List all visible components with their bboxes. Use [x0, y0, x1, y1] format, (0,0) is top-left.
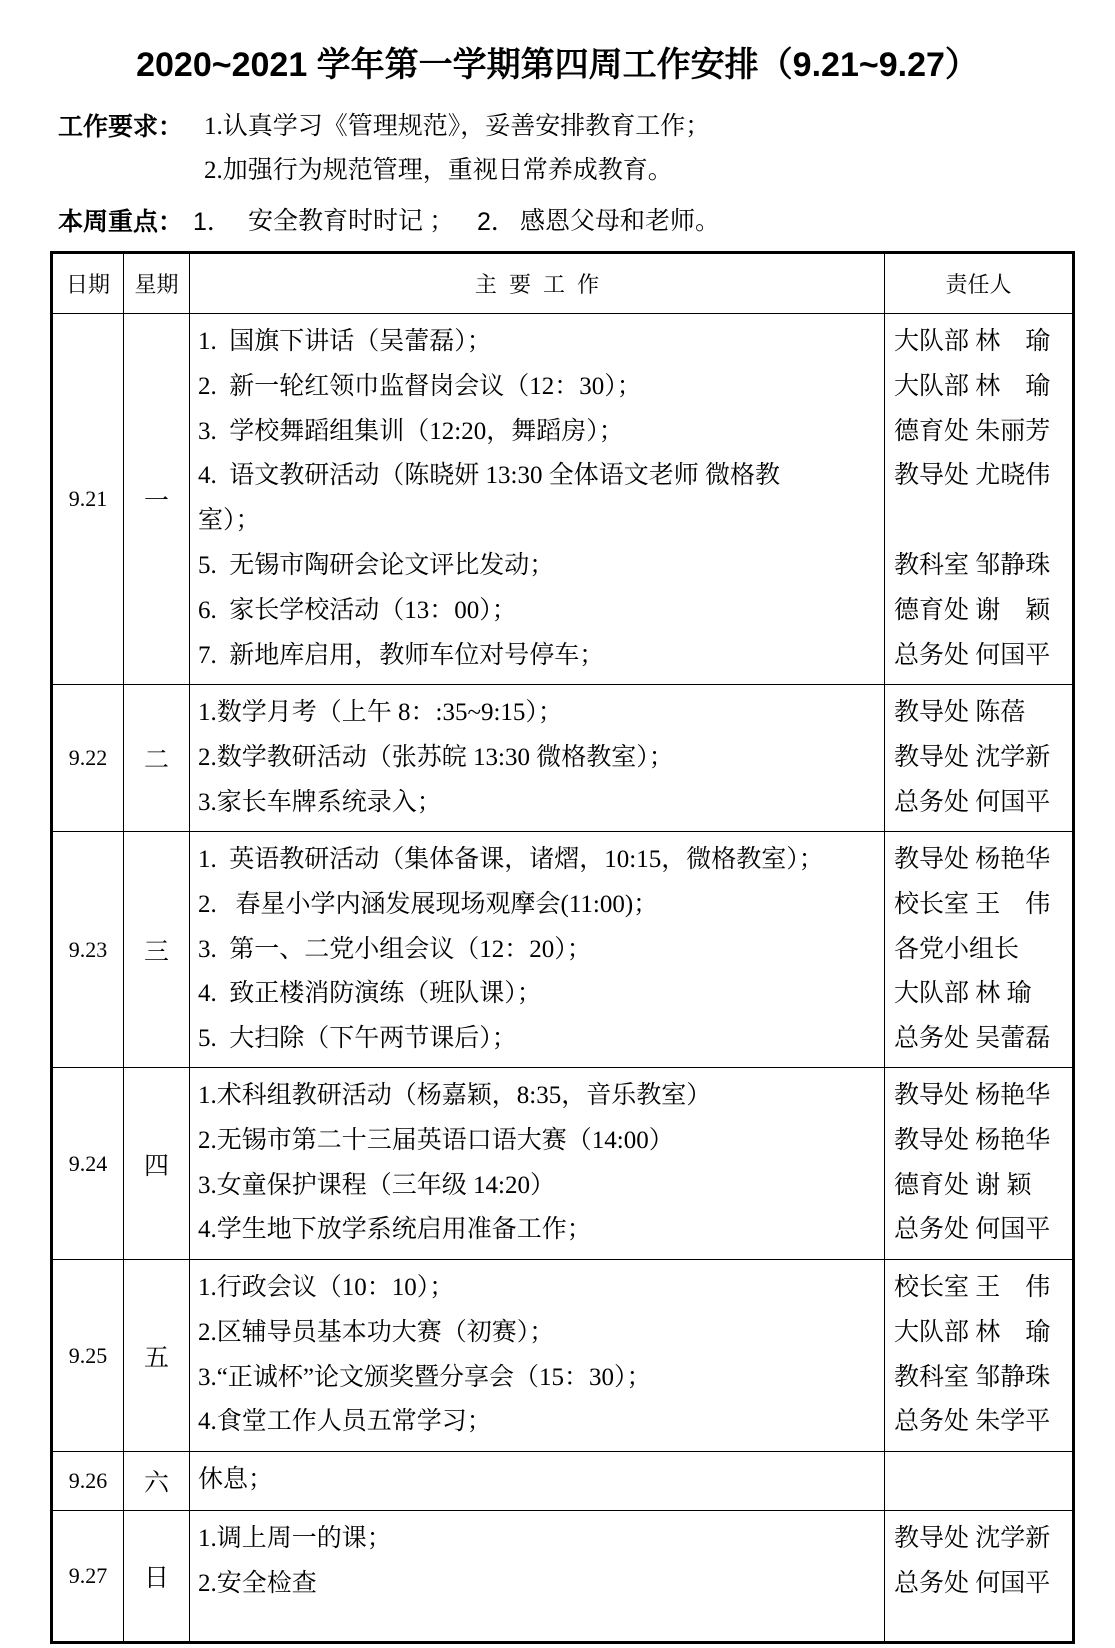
person-cell	[885, 832, 1072, 1067]
table-header-row	[53, 254, 1072, 314]
person-item: 教导处 杨艳华	[894, 1082, 1051, 1109]
requirements-label: 工作要求：	[58, 113, 184, 141]
weekday-label: 一	[143, 488, 169, 515]
weekday-cell	[124, 832, 190, 1067]
person-item: 大队部 林 瑜	[894, 328, 1051, 355]
date-label: 9.22	[68, 745, 108, 770]
person-item: 总务处 吴蕾磊	[894, 1025, 1051, 1053]
person-item: 大队部 林 瑜	[894, 1318, 1051, 1346]
work-item: 休息；	[198, 1466, 274, 1493]
person-cell	[885, 1511, 1072, 1641]
work-cell	[190, 314, 885, 684]
date-cell	[53, 832, 124, 1067]
header-work-cell	[190, 254, 885, 313]
requirement-item: 2.加强行为规范管理，重视日常养成教育。	[204, 157, 673, 184]
day-row	[53, 1068, 1072, 1260]
weekday-label: 五	[143, 1344, 169, 1372]
focus-item-text: 感恩父母和老师。	[520, 208, 721, 235]
weekday-cell	[124, 1511, 190, 1641]
header-date: 日期	[65, 272, 110, 297]
date-label: 9.23	[68, 936, 108, 962]
day-row	[53, 1260, 1072, 1452]
day-row	[53, 1452, 1072, 1511]
work-item: 2.区辅导员基本功大赛（初赛）；	[198, 1318, 555, 1346]
work-item: 1.调上周一的课；	[198, 1525, 392, 1552]
work-item: 4. 语文教研活动（陈晓妍 13:30 全体语文老师 微格教 室）；	[198, 462, 780, 535]
work-item: 3.女童保护课程（三年级 14:20）	[198, 1171, 555, 1199]
person-item: 德育处 谢 颖	[894, 1171, 1032, 1199]
work-item: 1.术科组教研活动（杨嘉颖，8:35，音乐教室）	[198, 1082, 712, 1109]
work-cell	[190, 685, 885, 831]
work-item: 3.家长车牌系统录入；	[198, 788, 442, 816]
date-label: 9.26	[68, 1468, 108, 1493]
work-item: 1.行政会议（10：10）；	[198, 1274, 455, 1301]
header-weekday-cell	[124, 254, 190, 313]
weekday-label: 三	[143, 938, 169, 966]
day-row	[53, 832, 1072, 1068]
work-item: 3.“正诚杯”论文颁奖暨分享会（15：30）；	[198, 1363, 652, 1391]
header-weekday: 星期	[134, 272, 179, 297]
person-item: 总务处 何国平	[894, 788, 1051, 816]
weekday-label: 日	[143, 1565, 169, 1592]
person-item: 总务处 何国平	[894, 1216, 1051, 1244]
person-cell	[885, 1068, 1072, 1259]
work-item: 2.无锡市第二十三届英语口语大赛（14:00）	[198, 1126, 674, 1154]
page-title: 2020~2021 学年第一学期第四周工作安排（9.21~9.27）	[136, 46, 979, 84]
day-row	[53, 314, 1072, 685]
person-item: 教导处 尤晓伟	[894, 462, 1051, 490]
weekday-cell	[124, 1068, 190, 1259]
date-cell	[53, 1511, 124, 1641]
header-person-cell	[885, 254, 1072, 313]
work-cell	[190, 1511, 885, 1641]
work-item: 2.数学教研活动（张苏皖 13:30 微格教室）；	[198, 743, 674, 771]
work-item: 2. 新一轮红领巾监督岗会议（12：30）；	[198, 372, 642, 400]
weekday-cell	[124, 1452, 190, 1510]
person-item: 教导处 沈学新	[894, 743, 1051, 771]
date-label: 9.21	[68, 486, 108, 511]
work-cell	[190, 1452, 885, 1510]
person-item: 总务处 何国平	[894, 641, 1051, 669]
work-item: 3. 学校舞蹈组集训（12:20，舞蹈房）；	[198, 417, 624, 445]
person-cell	[885, 1452, 1072, 1510]
date-cell	[53, 685, 124, 831]
work-item: 5. 大扫除（下午两节课后）；	[198, 1025, 517, 1053]
header-date-cell	[53, 254, 124, 313]
person-item: 校长室 王 伟	[894, 890, 1051, 918]
work-item: 2.安全检查	[198, 1569, 317, 1597]
person-item: 各党小组长	[894, 935, 1020, 963]
day-row	[53, 1511, 1072, 1641]
person-cell	[885, 1260, 1072, 1451]
person-item: 德育处 朱丽芳	[894, 417, 1051, 445]
weekday-label: 四	[143, 1152, 169, 1180]
work-item: 4.食堂工作人员五常学习；	[198, 1408, 492, 1436]
work-item: 7. 新地库启用，教师车位对号停车；	[198, 641, 605, 669]
person-item: 总务处 何国平	[894, 1569, 1051, 1597]
person-item: 教导处 陈蓓	[894, 699, 1026, 726]
schedule-table	[50, 251, 1075, 1644]
person-item: 大队部 林 瑜	[894, 372, 1051, 400]
work-item: 3. 第一、二党小组会议（12：20）；	[198, 935, 592, 963]
work-item: 1. 英语教研活动（集体备课，诸熠，10:15，微格教室）；	[198, 846, 824, 873]
person-item: 校长室 王 伟	[894, 1274, 1051, 1301]
date-cell	[53, 1068, 124, 1259]
person-item: 总务处 朱学平	[894, 1408, 1051, 1436]
weekday-cell	[124, 1260, 190, 1451]
person-cell	[885, 314, 1072, 684]
work-item: 5. 无锡市陶研会论文评比发动；	[198, 551, 555, 579]
date-cell	[53, 1260, 124, 1451]
work-cell	[190, 832, 885, 1067]
work-item: 1. 国旗下讲话（吴蕾磊）；	[198, 328, 492, 355]
work-item: 1.数学月考（上午 8：:35~9:15）；	[198, 699, 563, 726]
work-cell	[190, 1260, 885, 1451]
work-item: 4.学生地下放学系统启用准备工作；	[198, 1216, 592, 1244]
work-cell	[190, 1068, 885, 1259]
work-item: 2. 春星小学内涵发展现场观摩会(11:00)；	[198, 890, 659, 918]
work-item: 6. 家长学校活动（13：00）；	[198, 596, 517, 624]
weekday-cell	[124, 314, 190, 684]
person-item: 教科室 邹静珠	[894, 1363, 1051, 1391]
focus-item-number: 1．	[193, 208, 232, 236]
date-label: 9.25	[68, 1342, 108, 1368]
focus-item-number: 2．	[477, 208, 516, 236]
date-label: 9.24	[68, 1150, 108, 1176]
person-item: 教科室 邹静珠	[894, 551, 1051, 579]
person-item: 教导处 杨艳华	[894, 1126, 1051, 1154]
person-item: 德育处 谢 颖	[894, 596, 1051, 624]
person-item: 教导处 杨艳华	[894, 846, 1051, 873]
person-cell	[885, 685, 1072, 831]
weekday-label: 二	[143, 747, 169, 774]
header-work: 主 要 工 作	[474, 272, 600, 297]
weekday-label: 六	[143, 1470, 169, 1497]
requirement-item: 1.认真学习《管理规范》，妥善安排教育工作；	[204, 113, 711, 140]
focus-label: 本周重点：	[58, 208, 184, 236]
focus-item-text: 安全教育时时记 ；	[248, 208, 455, 235]
weekday-cell	[124, 685, 190, 831]
date-cell	[53, 1452, 124, 1510]
date-cell	[53, 314, 124, 684]
header-person: 责任人	[945, 272, 1012, 297]
date-label: 9.27	[68, 1563, 108, 1588]
person-item: 大队部 林 瑜	[894, 980, 1032, 1008]
person-item: 教导处 沈学新	[894, 1525, 1051, 1552]
day-row	[53, 685, 1072, 832]
work-item: 4. 致正楼消防演练（班队课）；	[198, 980, 542, 1008]
